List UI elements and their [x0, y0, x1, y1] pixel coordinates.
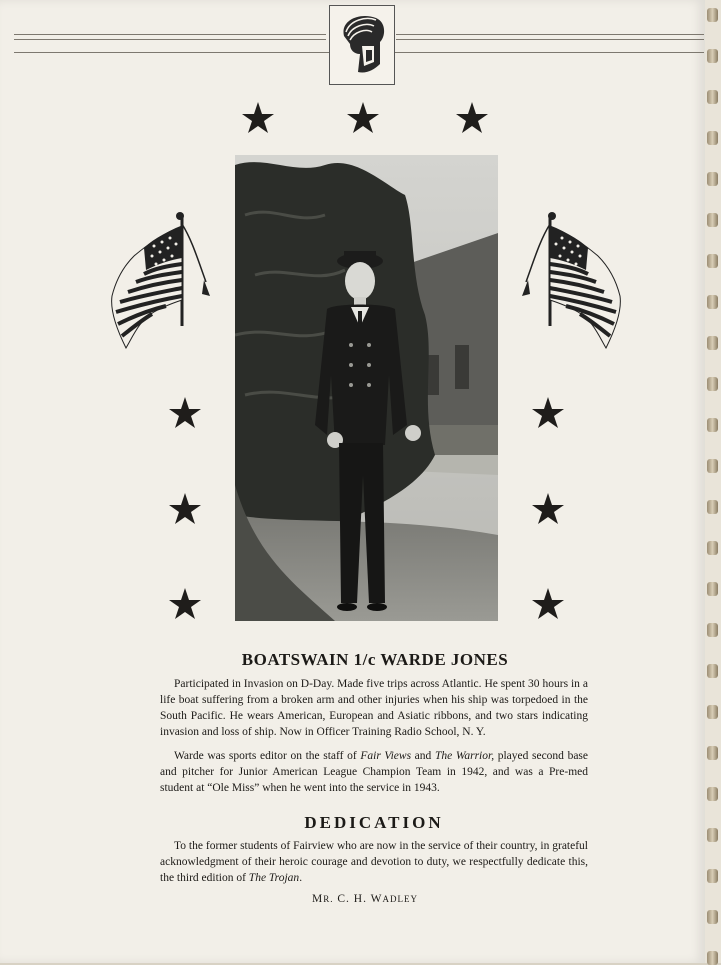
dedication-end: .	[299, 872, 303, 884]
american-flag-icon	[514, 210, 626, 355]
dedication-heading: DEDICATION	[304, 813, 444, 832]
trojan-helmet-icon	[329, 5, 395, 85]
portrait-photo	[235, 155, 498, 621]
binding-coil	[707, 541, 718, 555]
publication-title: Fair Views	[360, 750, 412, 762]
signature-part: C. H. W	[333, 893, 383, 905]
top-rule	[14, 34, 326, 35]
star-icon	[168, 587, 202, 621]
dedication-text: To the former students of Fairview who are now in the service of their country, in grateful acknowledgment of their heroic courage and devotion to duty, we respectfully dedicate this, the third edition of	[160, 840, 588, 884]
binding-coil	[707, 377, 718, 391]
binding-coil	[707, 746, 718, 760]
binding-coil	[707, 623, 718, 637]
star-icon	[346, 101, 380, 135]
star-icon	[168, 492, 202, 526]
binding-coil	[707, 664, 718, 678]
binding-coil	[707, 418, 718, 432]
binding-coil	[707, 459, 718, 473]
binding-coil	[707, 500, 718, 514]
binding-coil	[707, 295, 718, 309]
star-icon	[531, 587, 565, 621]
top-rule	[396, 34, 704, 35]
signature-part: M	[312, 893, 324, 905]
star-icon	[531, 396, 565, 430]
binding-coil	[707, 213, 718, 227]
binding-coil	[707, 787, 718, 801]
publication-title: The Warrior,	[434, 750, 495, 762]
american-flag-icon	[106, 210, 218, 355]
binding-coil	[707, 172, 718, 186]
binding-coil	[707, 49, 718, 63]
binding-coil	[707, 705, 718, 719]
star-icon	[531, 492, 565, 526]
signature	[312, 893, 418, 905]
profile-text: played second base and pitcher for Junior American League Champion Team in 1942, and was a Pre-med student at “Ole Miss” when he went into the service in 1943.	[160, 750, 589, 794]
profile-text: Warde was sports editor on the staff of	[174, 750, 361, 762]
book-title: The Trojan	[248, 872, 300, 884]
top-rule	[396, 39, 704, 40]
profile-text: and	[411, 750, 435, 762]
binding-coil	[707, 336, 718, 350]
binding-coil	[707, 582, 718, 596]
signature-part: R.	[323, 894, 334, 904]
profile-paragraph-2	[160, 748, 588, 796]
binding-coil	[707, 254, 718, 268]
binding-coil	[707, 131, 718, 145]
profile-paragraph-1: Participated in Invasion on D-Day. Made five trips across Atlantic. He spent 30 hours in a life boat suffering from a broken arm and other injuries when his ship was torpedoed in the South Pacific. He wears American, European and Asiatic ribbons, and two stars indicating invasion and loss of ship. Now in Officer Training Radio School, N. Y.	[160, 678, 588, 738]
binding-coil	[707, 90, 718, 104]
binding-coil	[707, 828, 718, 842]
star-icon	[241, 101, 275, 135]
signature-part: ADLEY	[382, 894, 418, 904]
binding-coil	[707, 8, 718, 22]
dedication-paragraph	[160, 838, 588, 886]
star-icon	[168, 396, 202, 430]
top-rule	[14, 39, 326, 40]
binding-coil	[707, 910, 718, 924]
binding-coil	[707, 869, 718, 883]
star-icon	[455, 101, 489, 135]
profile-title: BOATSWAIN 1/c WARDE JONES	[241, 650, 509, 669]
